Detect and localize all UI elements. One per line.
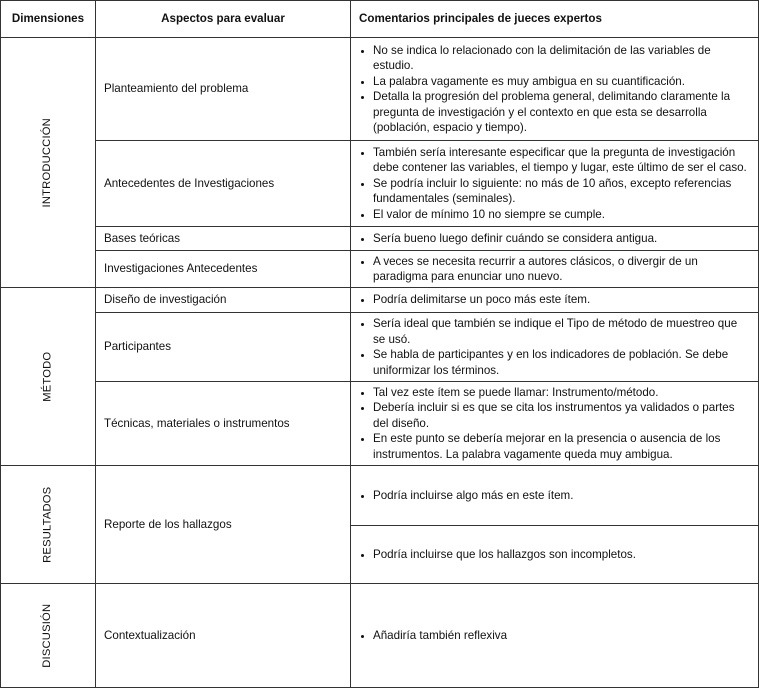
comment-item: • Detalla la progresión del problema general, delimitando claramente la pregunta de investigación y el contexto en que esta se desarrolla (población, espacio y tiempo). (373, 89, 750, 136)
aspect-cell: Reporte de los hallazgos (96, 466, 351, 584)
comments-cell (351, 38, 759, 141)
comment-list (359, 254, 750, 285)
comments-cell (351, 466, 759, 526)
table-row (1, 251, 759, 288)
aspect-cell: Bases teóricas (96, 227, 351, 251)
comments-cell (351, 584, 759, 688)
header-row (1, 1, 759, 38)
dimension-label: DISCUSIÓN (41, 604, 54, 668)
dimension-cell (1, 288, 96, 466)
comment-list (359, 292, 750, 308)
comment-item: • En este punto se debería mejorar en la presencia o ausencia de los instrumentos. La palabra vagamente queda muy ambigua. (373, 431, 750, 462)
comment-list (359, 628, 750, 644)
comments-cell (351, 526, 759, 584)
table-row (1, 141, 759, 227)
table-row (1, 466, 759, 526)
header-aspects: Aspectos para evaluar (96, 1, 351, 38)
comments-cell (351, 251, 759, 288)
aspect-cell: Contextualización (96, 584, 351, 688)
comment-list (359, 43, 750, 136)
table-row (1, 382, 759, 466)
comment-list (359, 488, 750, 504)
aspect-cell: Antecedentes de Investigaciones (96, 141, 351, 227)
comments-cell (351, 227, 759, 251)
dimension-cell (1, 38, 96, 288)
comment-item: • No se indica lo relacionado con la delimitación de las variables de estudio. (373, 43, 750, 74)
table-row (1, 584, 759, 688)
comments-cell (351, 288, 759, 313)
aspect-cell: Técnicas, materiales o instrumentos (96, 382, 351, 466)
comment-item: • Sería ideal que también se indique el Tipo de método de muestreo que se usó. (373, 316, 750, 347)
comment-item: • Podría incluirse que los hallazgos son incompletos. (373, 547, 750, 563)
dimension-label: MÉTODO (41, 351, 54, 403)
table-row (1, 288, 759, 313)
dimension-cell (1, 584, 96, 688)
aspect-cell: Diseño de investigación (96, 288, 351, 313)
dimension-label: RESULTADOS (41, 486, 54, 564)
comment-list (359, 385, 750, 463)
header-dimensions: Dimensiones (1, 1, 96, 38)
comment-list (359, 316, 750, 378)
comment-item: • Podría incluirse algo más en este ítem. (373, 488, 750, 504)
comment-item: • Añadiría también reflexiva (373, 628, 750, 644)
aspect-cell: Investigaciones Antecedentes (96, 251, 351, 288)
comment-item: • Podría delimitarse un poco más este ítem. (373, 292, 750, 308)
comment-item: • Se habla de participantes y en los indicadores de población. Se debe uniformizar los términos. (373, 347, 750, 378)
comment-list (359, 231, 750, 247)
table-row (1, 227, 759, 251)
comment-list (359, 547, 750, 563)
comment-item: • El valor de mínimo 10 no siempre se cumple. (373, 207, 750, 223)
comment-item: • La palabra vagamente es muy ambigua en su cuantificación. (373, 74, 750, 90)
aspect-cell: Participantes (96, 313, 351, 382)
comment-item: • Se podría incluir lo siguiente: no más de 10 años, excepto referencias fundamentales (seminales). (373, 176, 750, 207)
comment-item: • A veces se necesita recurrir a autores clásicos, o divergir de un paradigma para enunciar uno nuevo. (373, 254, 750, 285)
aspect-cell: Planteamiento del problema (96, 38, 351, 141)
comments-cell (351, 141, 759, 227)
comment-item: • También sería interesante especificar que la pregunta de investigación debe contener las variables, el tiempo y lugar, este último de ser el caso. (373, 145, 750, 176)
comments-cell (351, 313, 759, 382)
table-row (1, 313, 759, 382)
comment-list (359, 145, 750, 223)
comments-cell (351, 382, 759, 466)
dimension-cell (1, 466, 96, 584)
table-row (1, 38, 759, 141)
comment-item: • Sería bueno luego definir cuándo se considera antigua. (373, 231, 750, 247)
header-comments: Comentarios principales de jueces expertos (351, 1, 759, 38)
comment-item: • Tal vez este ítem se puede llamar: Instrumento/método. (373, 385, 750, 401)
dimension-label: INTRODUCCIÓN (41, 118, 54, 208)
comment-item: • Debería incluir si es que se cita los instrumentos ya validados o partes del diseño. (373, 400, 750, 431)
